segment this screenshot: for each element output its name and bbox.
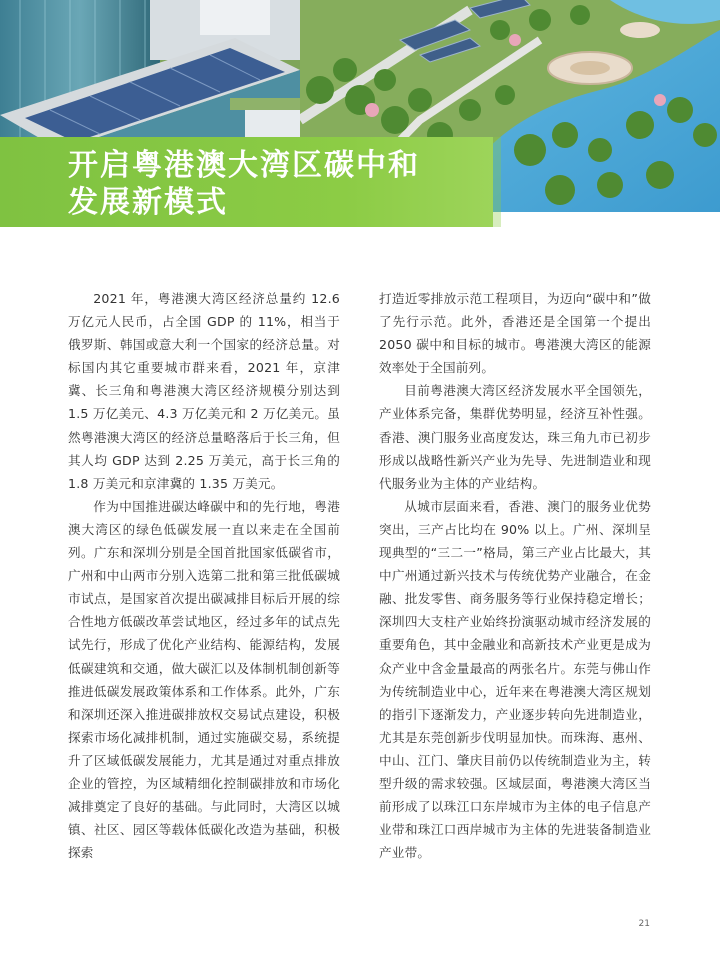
text-column-left [68, 287, 340, 864]
paragraph-low-carbon-pilot: 作为中国推进碳达峰碳中和的先行地，粤港澳大湾区的绿色低碳发展一直以来走在全国前列。广东和深圳分别是全国首批国家低碳省市，广州和中山两市分别入选第二批和第三批低碳城市试点，是国家首次提出碳减排目标后开展的综合性地方低碳改革尝试地区，经过多年的试点先试先行，形成了优化产业结构、能源结构，发展低碳建筑和交通，做大碳汇以及体制机制创新等推进低碳发展政策体系和工作体系。此外，广东和深圳还深入推进碳排放权交易试点建设，积极探索市场化减排机制，通过实施碳交易，系统提升了区域低碳发展能力，尤其是通过对重点排放企业的管控，为区域精细化控制碳排放和市场化减排奠定了良好的基础。与此同时，大湾区以城镇、社区、园区等载体低碳化改造为基础，积极探索 [68, 498, 340, 861]
paragraph-city-level-industry: 从城市层面来看，香港、澳门的服务业优势突出，三产占比均在 90% 以上。广州、深圳呈现典型的“三二一”格局，第三产业占比最大，其中广州通过新兴技术与传统优势产业融合，在金融、批发零售、商务服务等行业保持稳定增长；深圳四大支柱产业始终扮演驱动城市经济发展的重要角色，其中金融业和高新技术产业更是成为众产业中含金量最高的两张名片。东莞与佛山作为传统制造业中心，近年来在粤港澳大湾区规划的指引下逐渐发力，产业逐步转向先进制造业，尤其是东莞创新步伐明显加快。而珠海、惠州、中山、江门、肇庆目前仍以传统制造业为主，转型升级的需求较强。区域层面，粤港澳大湾区当前形成了以珠江口东岸城市为主体的电子信息产业带和珠江口西岸城市为主体的先进装备制造业产业带。 [379, 498, 651, 861]
paragraph-industrial-structure: 目前粤港澳大湾区经济发展水平全国领先，产业体系完备，集群优势明显，经济互补性强。香港、澳门服务业高度发达，珠三角九市已初步形成以战略性新兴产业为先导、先进制造业和现代服务业为主体的产业结构。 [379, 383, 651, 491]
text-column-right [379, 287, 651, 864]
paragraph-gdp-overview: 2021 年，粤港澳大湾区经济总量约 12.6 万亿元人民币，占全国 GDP 的 11%，相当于俄罗斯、韩国或意大利一个国家的经济总量。对标国内其它重要城市群来看，2021 年，京津冀、长三角和粤港澳大湾区经济规模分别达到 1.5 万亿美元、4.3 万亿美元和 2 万亿美元。虽然粤港澳大湾区的经济总量略落后于长三角，但其人均 GDP 达到 2.25 万美元，高于长三角的 1.8 万美元和京津冀的 1.35 万美元。 [68, 291, 340, 491]
page-number: 21 [638, 919, 650, 929]
paragraph-low-carbon-continued: 打造近零排放示范工程项目，为迈向“碳中和”做了先行示范。此外，香港还是全国第一个提出 2050 碳中和目标的城市。粤港澳大湾区的能源效率处于全国前列。 [379, 291, 651, 376]
page-title-line-1: 开启粤港澳大湾区碳中和 [68, 148, 420, 183]
page-title [68, 147, 488, 221]
page-title-line-2: 发展新模式 [68, 185, 228, 220]
